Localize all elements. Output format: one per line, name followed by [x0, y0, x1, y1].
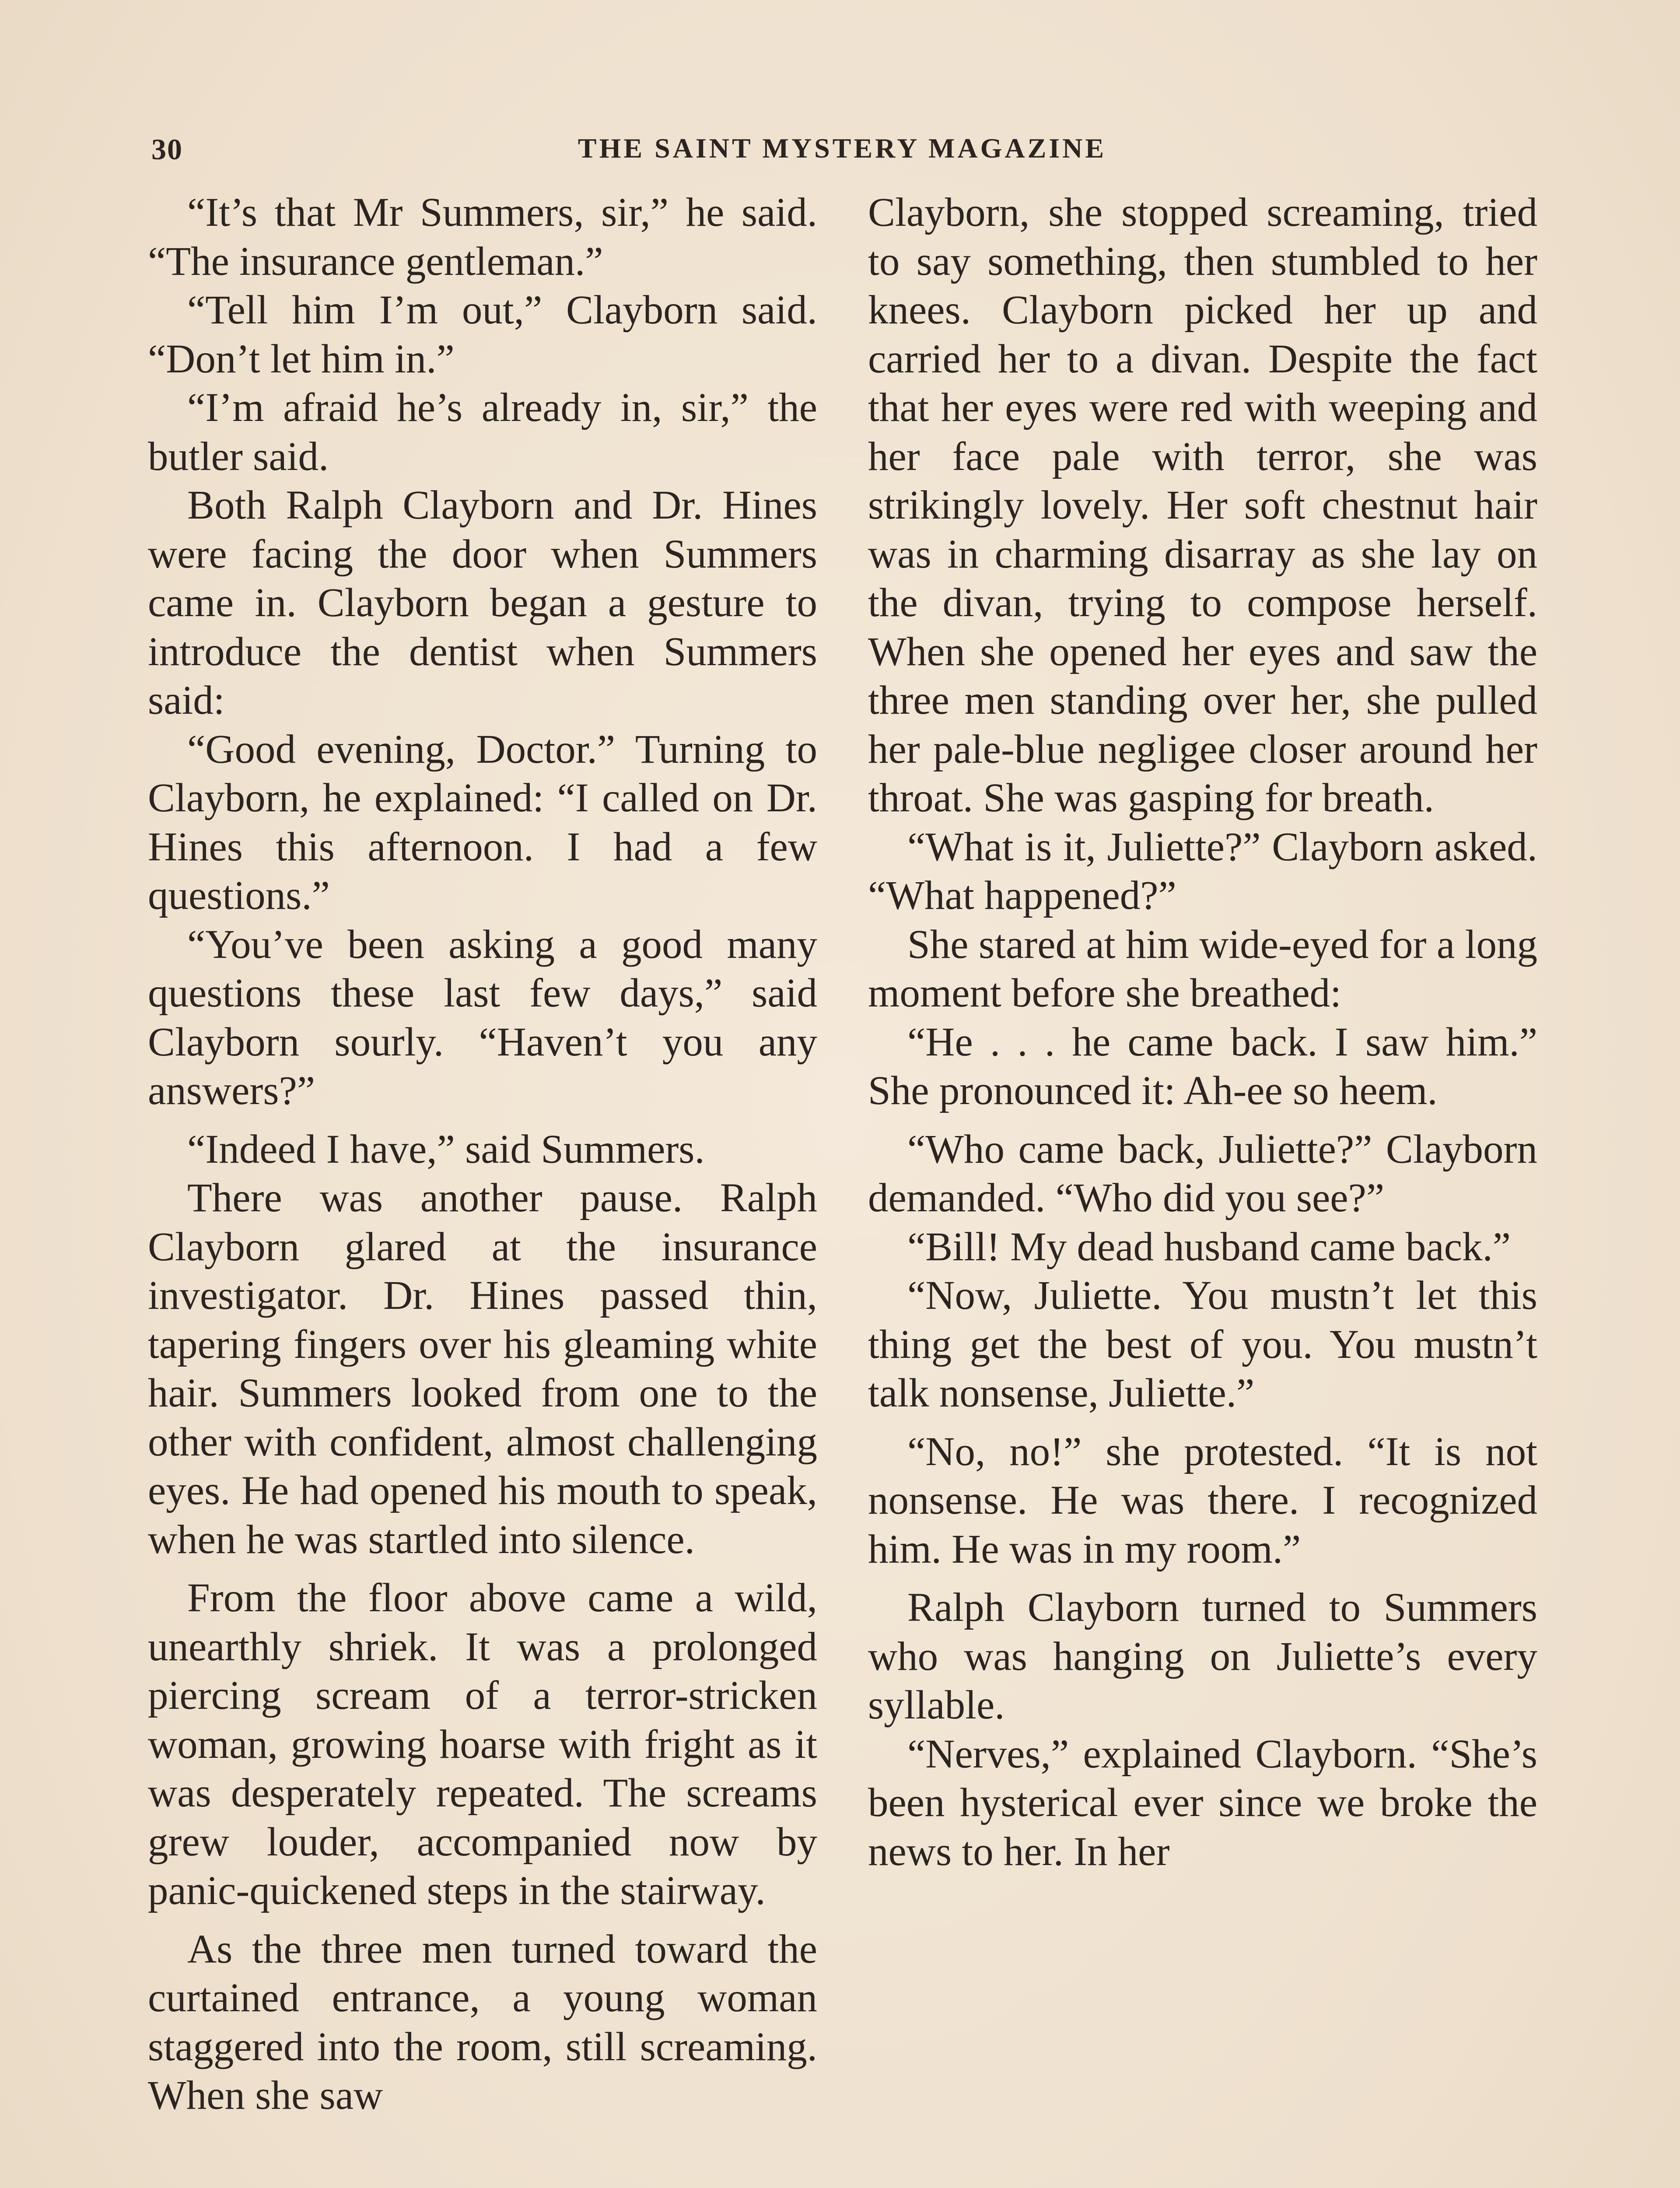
paragraph: “Now, Juliette. You mustn’t let this thing get the best of you. You mustn’t talk nonsense, Juliette.” — [868, 1273, 1537, 1416]
page-number: 30 — [151, 133, 183, 166]
paragraph: “Good evening, Doctor.” Turning to Clayborn, he explained: “I called on Dr. Hines this afternoon. I had a few questions.” — [148, 726, 817, 918]
paragraph: “What is it, Juliette?” Clayborn asked. “What happened?” — [868, 824, 1537, 918]
paragraph: “He . . . he came back. I saw him.” She pronounced it: Ah-ee so heem. — [868, 1019, 1537, 1113]
paragraph: “Bill! My dead husband came back.” — [907, 1224, 1511, 1269]
right-column — [868, 188, 1537, 2188]
running-title: THE SAINT MYSTERY MAGAZINE — [578, 133, 1107, 164]
paragraph: Both Ralph Clayborn and Dr. Hines were facing the door when Summers came in. Clayborn began a gesture to introduce the dentist when Summers said: — [148, 483, 817, 723]
paragraph: Clayborn, she stopped screaming, tried to say something, then stumbled to her knees. Clayborn picked her up and carried her to a divan. Despite the fact that her eyes were red with weeping and her face pale with terror, she was strikingly lovely. Her soft chestnut hair was in charming disarray as she lay on the divan, trying to compose herself. When she opened her eyes and saw the three men standing over her, she pulled her pale-blue negligee closer around her throat. She was gasping for breath. — [868, 190, 1537, 820]
paragraph: From the floor above came a wild, unearthly shriek. It was a prolonged piercing scream of a terror-stricken woman, growing hoarse with fright as it was desperately repeated. The screams grew louder, accompanied now by panic-quickened steps in the stairway. — [148, 1575, 817, 1913]
paragraph: “Tell him I’m out,” Clayborn said. “Don’t let him in.” — [148, 288, 817, 382]
paragraph: “You’ve been asking a good many questions these last few days,” said Clayborn sourly. “Haven’t you any answers?” — [148, 922, 817, 1113]
left-column — [148, 188, 817, 2188]
paragraph: As the three men turned toward the curtained entrance, a young woman staggered into the room, still screaming. When she saw — [148, 1926, 817, 2118]
paragraph: “Indeed I have,” said Summers. — [187, 1126, 705, 1172]
paragraph: Ralph Clayborn turned to Summers who was hanging on Juliette’s every syllable. — [868, 1585, 1537, 1728]
paragraph: “It’s that Mr Summers, sir,” he said. “The insurance gentleman.” — [148, 190, 817, 284]
paragraph: “Nerves,” explained Clayborn. “She’s been hysterical ever since we broke the news to her. In her — [868, 1731, 1537, 1874]
paragraph: “No, no!” she protested. “It is not nonsense. He was there. I recognized him. He was in my room.” — [868, 1429, 1537, 1572]
paragraph: She stared at him wide-eyed for a long moment before she breathed: — [868, 922, 1537, 1016]
paragraph: “I’m afraid he’s already in, sir,” the butler said. — [148, 385, 817, 479]
page-header — [144, 127, 1540, 175]
paragraph: There was another pause. Ralph Clayborn glared at the insurance investigator. Dr. Hines passed thin, tapering fingers over his gleaming white hair. Summers looked from one to the other with confident, almost challenging eyes. He had opened his mouth to speak, when he was startled into silence. — [148, 1175, 817, 1562]
paragraph: “Who came back, Juliette?” Clayborn demanded. “Who did you see?” — [868, 1126, 1537, 1220]
